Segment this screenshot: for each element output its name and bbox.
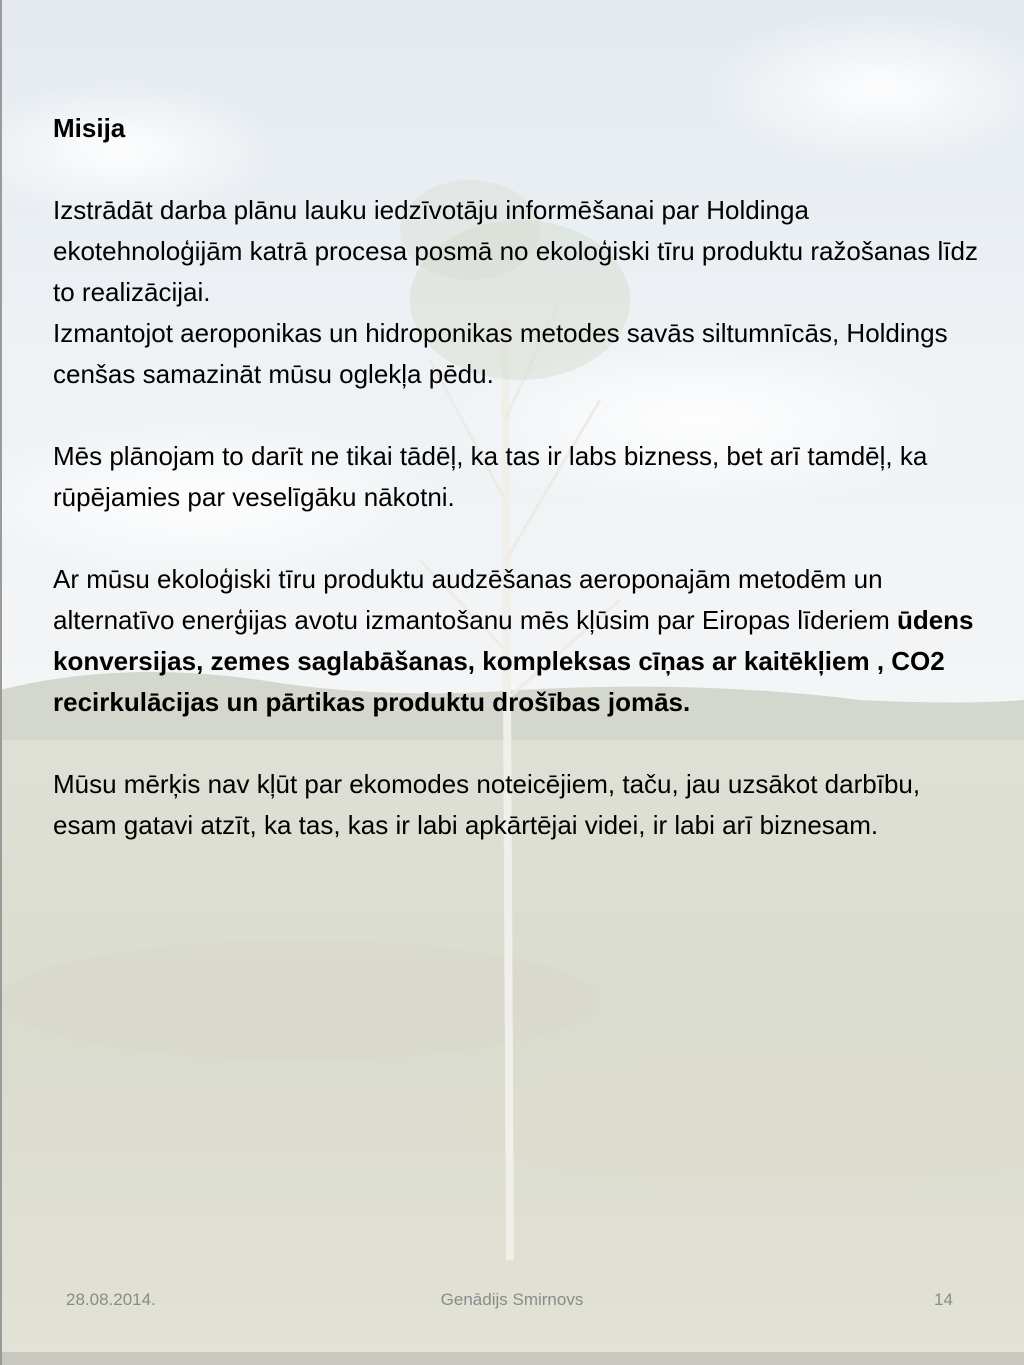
footer-date: 28.08.2014. <box>66 1290 156 1309</box>
paragraph-leaders <box>53 559 983 723</box>
paragraph-plan: Izstrādāt darba plānu lauku iedzīvotāju informēšanai par Holdinga ekotehnoloģijām katrā procesa posmā no ekoloģiski tīru produktu ražošanas līdz to realizācijai. <box>53 195 978 307</box>
paragraph-goal: Mūsu mērķis nav kļūt par ekomodes noteicējiem, taču, jau uzsākot darbību, esam gatavi atzīt, ka tas, kas ir labi apkārtējai videi, ir labi arī biznesam. <box>53 769 921 840</box>
footer-page-number: 14 <box>934 1290 953 1309</box>
slide-body <box>53 108 983 846</box>
footer-author: Genādijs Smirnovs <box>440 1290 584 1309</box>
paragraph-aeroponics: Izmantojot aeroponikas un hidroponikas metodes savās siltumnīcās, Holdings cenšas samazināt mūsu oglekļa pēdu. <box>53 318 948 389</box>
paragraph-future: Mēs plānojam to darīt ne tikai tādēļ, ka tas ir labs bizness, bet arī tamdēļ, ka rūpējamies par veselīgāku nākotni. <box>53 441 928 512</box>
slide-title: Misija <box>53 113 126 143</box>
paragraph-leaders-text: Ar mūsu ekoloģiski tīru produktu audzēšanas aeroponajām metodēm un alternatīvo enerģijas avotu izmantošanu mēs kļūsim par Eiropas līderiem <box>53 564 897 635</box>
paragraph-leaders-emphasis: ūdens konversijas, zemes saglabāšanas, kompleksas cīņas ar kaitēkļiem , CO2 recirkulācijas un pārtikas produktu drošības jomās. <box>53 605 974 717</box>
